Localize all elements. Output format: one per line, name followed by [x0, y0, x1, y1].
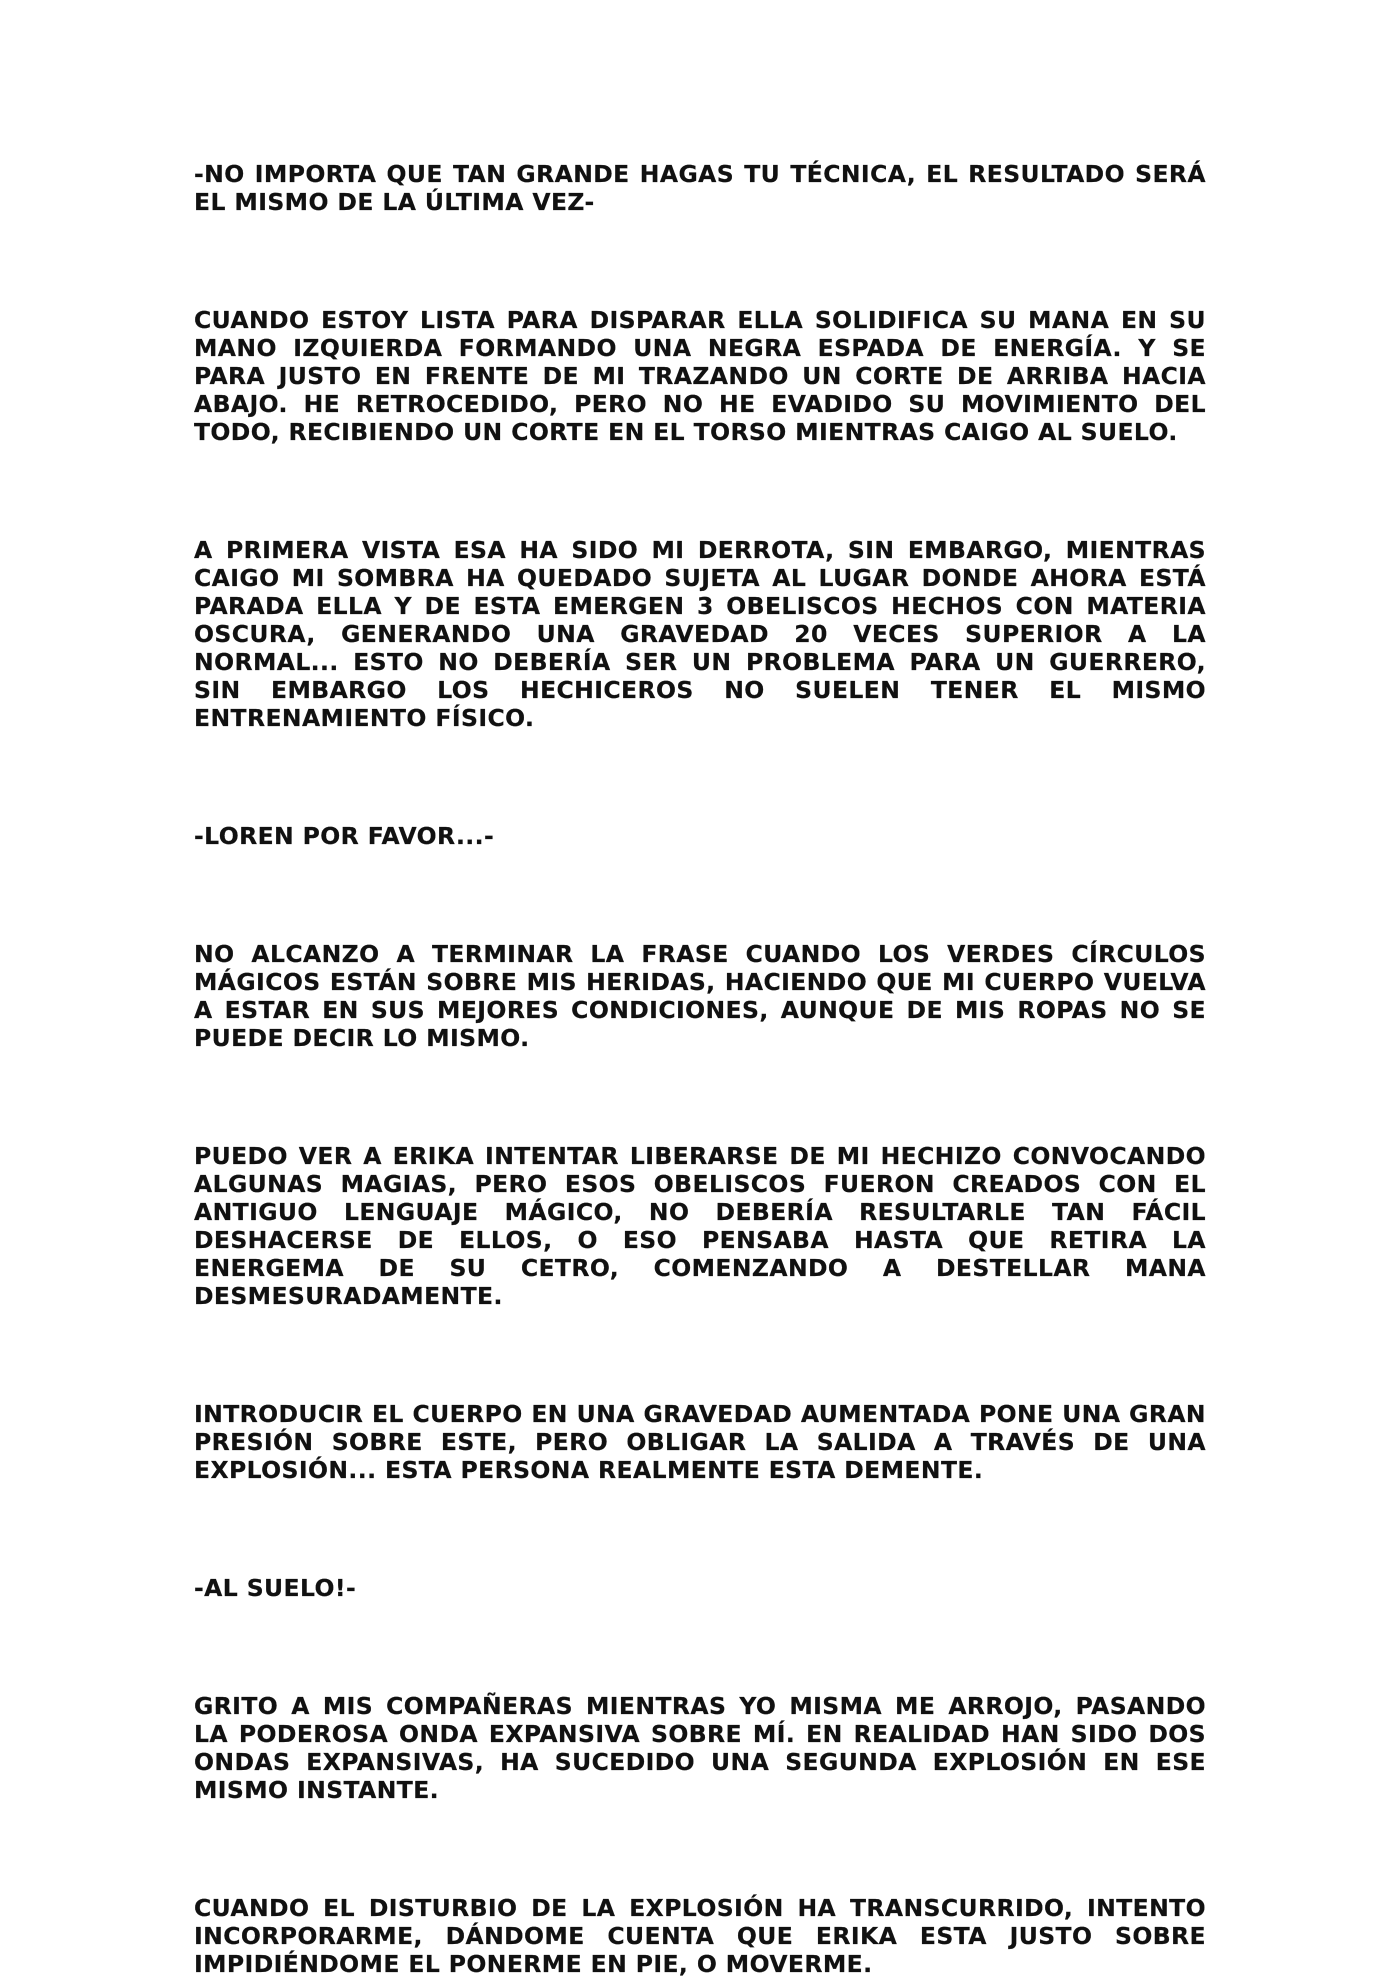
paragraph-3: A PRIMERA VISTA ESA HA SIDO MI DERROTA, SIN EMBARGO, MIENTRAS CAIGO MI SOMBRA HA QUEDADO SUJETA AL LUGAR DONDE AHORA ESTÁ PARADA ELLA Y DE ESTA EMERGEN 3 OBELISCOS HECHOS CON MATERIA OSCURA, GENERANDO UNA GRAVEDAD 20 VECES SUPERIOR A LA NORMAL... ESTO NO DEBERÍA SER UN PROBLEMA PARA UN GUERRERO, SIN EMBARGO LOS HECHICEROS NO SUELEN TENER EL MISMO ENTRENAMIENTO FÍSICO.: [194, 536, 1206, 732]
paragraph-10: CUANDO EL DISTURBIO DE LA EXPLOSIÓN HA TRANSCURRIDO, INTENTO INCORPORARME, DÁNDOME CUENTA QUE ERIKA ESTA JUSTO SOBRE IMPIDIÉNDOME EL PONERME EN PIE, O MOVERME.: [194, 1894, 1206, 1978]
paragraph-4: -LOREN POR FAVOR...-: [194, 822, 495, 850]
paragraph-2: CUANDO ESTOY LISTA PARA DISPARAR ELLA SOLIDIFICA SU MANA EN SU MANO IZQUIERDA FORMANDO UNA NEGRA ESPADA DE ENERGÍA. Y SE PARA JUSTO EN FRENTE DE MI TRAZANDO UN CORTE DE ARRIBA HACIA ABAJO. HE RETROCEDIDO, PERO NO HE EVADIDO SU MOVIMIENTO DEL TODO, RECIBIENDO UN CORTE EN EL TORSO MIENTRAS CAIGO AL SUELO.: [194, 306, 1206, 446]
paragraph-1: -NO IMPORTA QUE TAN GRANDE HAGAS TU TÉCNICA, EL RESULTADO SERÁ EL MISMO DE LA ÚLTIMA VEZ-: [194, 160, 1206, 216]
text-column: [194, 160, 1206, 1978]
paragraph-5: NO ALCANZO A TERMINAR LA FRASE CUANDO LOS VERDES CÍRCULOS MÁGICOS ESTÁN SOBRE MIS HERIDAS, HACIENDO QUE MI CUERPO VUELVA A ESTAR EN SUS MEJORES CONDICIONES, AUNQUE DE MIS ROPAS NO SE PUEDE DECIR LO MISMO.: [194, 940, 1206, 1052]
paragraph-9: GRITO A MIS COMPAÑERAS MIENTRAS YO MISMA ME ARROJO, PASANDO LA PODEROSA ONDA EXPANSIVA SOBRE MÍ. EN REALIDAD HAN SIDO DOS ONDAS EXPANSIVAS, HA SUCEDIDO UNA SEGUNDA EXPLOSIÓN EN ESE MISMO INSTANTE.: [194, 1692, 1206, 1804]
paragraph-8: -AL SUELO!-: [194, 1574, 357, 1602]
paragraph-7: INTRODUCIR EL CUERPO EN UNA GRAVEDAD AUMENTADA PONE UNA GRAN PRESIÓN SOBRE ESTE, PERO OBLIGAR LA SALIDA A TRAVÉS DE UNA EXPLOSIÓN... ESTA PERSONA REALMENTE ESTA DEMENTE.: [194, 1400, 1206, 1484]
paragraph-6: PUEDO VER A ERIKA INTENTAR LIBERARSE DE MI HECHIZO CONVOCANDO ALGUNAS MAGIAS, PERO ESOS OBELISCOS FUERON CREADOS CON EL ANTIGUO LENGUAJE MÁGICO, NO DEBERÍA RESULTARLE TAN FÁCIL DESHACERSE DE ELLOS, O ESO PENSABA HASTA QUE RETIRA LA ENERGEMA DE SU CETRO, COMENZANDO A DESTELLAR MANA DESMESURADAMENTE.: [194, 1142, 1206, 1310]
